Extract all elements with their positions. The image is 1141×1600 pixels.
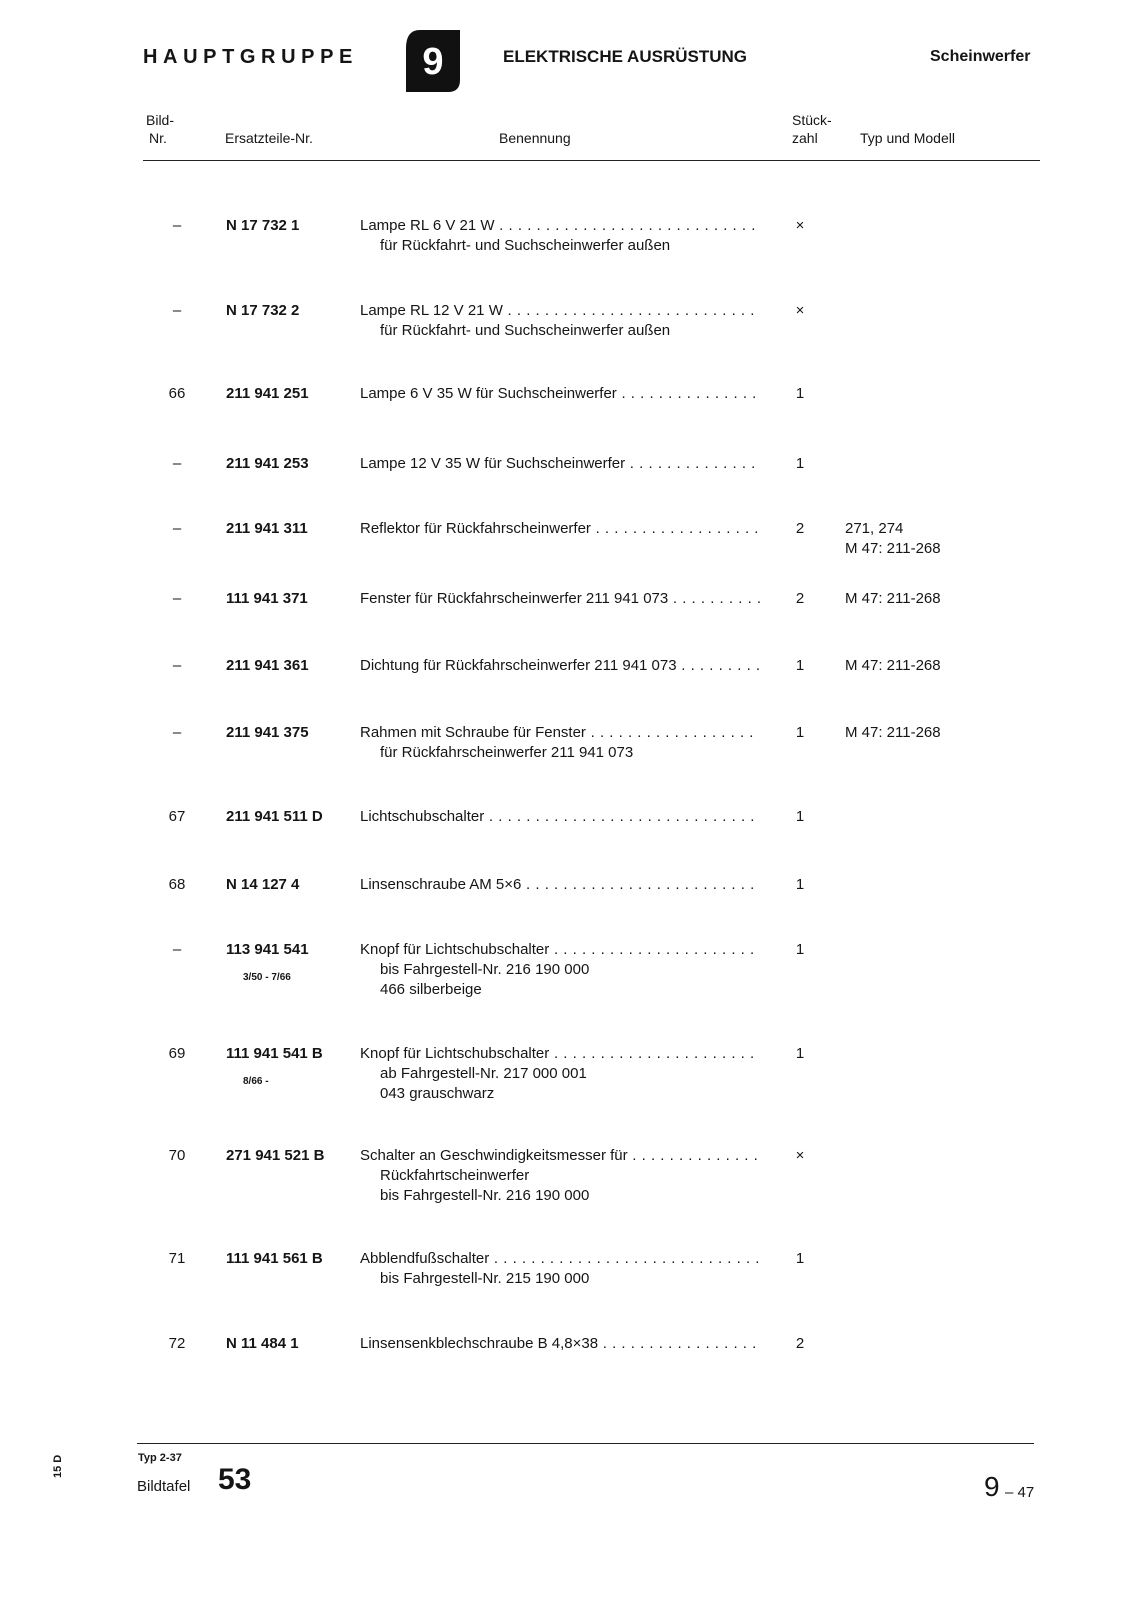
row-bild-nr: –	[172, 941, 182, 958]
row-quantity: 2	[795, 520, 805, 537]
row-description-line: Rückfahrtscheinwerfer	[380, 1167, 530, 1184]
row-description-line: 466 silberbeige	[380, 981, 482, 998]
col-ersatzteile-nr: Ersatzteile-Nr.	[225, 130, 313, 146]
col-bild-nr-line2: Nr.	[149, 130, 167, 146]
row-description-line: für Rückfahrt- und Suchscheinwerfer außen	[380, 322, 671, 339]
row-description: Schalter an Geschwindigkeitsmesser für . . .	[360, 1147, 760, 1164]
group-label: HAUPTGRUPPE	[143, 46, 358, 68]
row-typ-modell: M 47: 211-268	[845, 657, 941, 674]
group-number: 9	[422, 41, 444, 83]
row-quantity: ×	[795, 302, 805, 319]
row-part-number: 211 941 511 D	[226, 808, 323, 825]
row-bild-nr: 71	[168, 1250, 186, 1267]
row-description-line: für Rückfahrscheinwerfer 211 941 073	[380, 744, 634, 761]
row-bild-nr: –	[172, 455, 182, 472]
row-part-number: N 17 732 2	[226, 302, 300, 319]
row-part-number: N 17 732 1	[226, 217, 300, 234]
row-part-number: 111 941 561 B	[226, 1250, 323, 1267]
row-bild-nr: 72	[168, 1335, 186, 1352]
row-typ-modell: M 47: 211-268	[845, 724, 941, 741]
row-part-number: N 11 484 1	[226, 1335, 299, 1352]
col-stueckzahl-line1: Stück-	[792, 112, 832, 128]
row-description-line: bis Fahrgestell-Nr. 216 190 000	[380, 1187, 590, 1204]
row-typ-modell: M 47: 211-268	[845, 590, 941, 607]
footer-bildtafel-number: 53	[218, 1463, 252, 1496]
row-part-number: 211 941 251	[226, 385, 309, 402]
footer-bildtafel-label: Bildtafel	[137, 1478, 191, 1495]
row-typ-modell: M 47: 211-268	[845, 540, 941, 557]
row-bild-nr: 70	[168, 1147, 186, 1164]
row-description: Lampe 12 V 35 W für Suchscheinwerfer . . .	[360, 455, 760, 472]
row-bild-nr: –	[172, 657, 182, 674]
group-title: ELEKTRISCHE AUSRÜSTUNG	[503, 47, 747, 66]
col-benennung: Benennung	[499, 130, 571, 146]
group-number-badge	[402, 28, 462, 94]
row-description: Linsenschraube AM 5×6 . . .	[360, 876, 760, 893]
section-title: Scheinwerfer	[930, 48, 1031, 65]
row-description-line: bis Fahrgestell-Nr. 215 190 000	[380, 1270, 590, 1287]
row-quantity: 1	[795, 455, 805, 472]
row-description: Abblendfußschalter . . .	[360, 1250, 760, 1267]
footer-typ: Typ 2-37	[138, 1452, 182, 1464]
row-quantity: 1	[795, 1250, 805, 1267]
row-description: Lampe RL 12 V 21 W . . .	[360, 302, 760, 319]
row-description: Lampe 6 V 35 W für Suchscheinwerfer . . .	[360, 385, 760, 402]
row-quantity: ×	[795, 1147, 805, 1164]
col-typ-und-modell: Typ und Modell	[860, 130, 955, 146]
row-quantity: 1	[795, 385, 805, 402]
row-quantity: ×	[795, 217, 805, 234]
header-rule	[143, 160, 1040, 161]
row-quantity: 2	[795, 1335, 805, 1352]
row-description-line: 043 grauschwarz	[380, 1085, 495, 1102]
row-description: Rahmen mit Schraube für Fenster . . .	[360, 724, 760, 741]
footer-page-number: 9	[984, 1471, 1000, 1502]
row-quantity: 1	[795, 808, 805, 825]
row-part-number: 111 941 371	[226, 590, 308, 607]
footer-side-code: 15 D	[52, 1454, 64, 1478]
row-quantity: 1	[795, 941, 805, 958]
row-part-number: 271 941 521 B	[226, 1147, 325, 1164]
row-quantity: 2	[795, 590, 805, 607]
row-description: Knopf für Lichtschubschalter . . .	[360, 1045, 760, 1062]
row-bild-nr: –	[172, 217, 182, 234]
col-stueckzahl-line2: zahl	[792, 130, 818, 146]
col-bild-nr-line1: Bild-	[146, 112, 175, 128]
row-bild-nr: –	[172, 590, 182, 607]
row-part-number: 211 941 311	[226, 520, 308, 537]
row-quantity: 1	[795, 1045, 805, 1062]
row-description: Linsensenkblechschraube B 4,8×38 . . .	[360, 1335, 760, 1352]
row-part-number: 211 941 361	[226, 657, 309, 674]
row-description: Fenster für Rückfahrscheinwerfer 211 941 073 . . .	[360, 590, 760, 607]
row-description: Knopf für Lichtschubschalter . . .	[360, 941, 760, 958]
row-part-number: 211 941 375	[226, 724, 309, 741]
row-bild-nr: 69	[168, 1045, 186, 1062]
row-description-line: ab Fahrgestell-Nr. 217 000 001	[380, 1065, 587, 1082]
row-quantity: 1	[795, 724, 805, 741]
row-description: Dichtung für Rückfahrscheinwerfer 211 941 073 . . .	[360, 657, 760, 674]
row-typ-modell: 271, 274	[845, 520, 904, 537]
row-part-number: 211 941 253	[226, 455, 309, 472]
row-bild-nr: –	[172, 724, 182, 741]
row-bild-nr: –	[172, 302, 182, 319]
row-quantity: 1	[795, 657, 805, 674]
row-bild-nr: –	[172, 520, 182, 537]
row-quantity: 1	[795, 876, 805, 893]
row-description: Reflektor für Rückfahrscheinwerfer . . .	[360, 520, 760, 537]
row-bild-nr: 67	[168, 808, 186, 825]
row-description-line: bis Fahrgestell-Nr. 216 190 000	[380, 961, 590, 978]
row-bild-nr: 66	[168, 385, 186, 402]
row-description: Lichtschubschalter . . .	[360, 808, 760, 825]
row-part-number: 111 941 541 B	[226, 1045, 323, 1062]
footer-page-sub: – 47	[1005, 1484, 1035, 1501]
row-date-range: 8/66 -	[243, 1076, 269, 1087]
footer-rule	[137, 1443, 1034, 1444]
row-part-number: 113 941 541	[226, 941, 309, 958]
row-description: Lampe RL 6 V 21 W . . .	[360, 217, 760, 234]
row-part-number: N 14 127 4	[226, 876, 300, 893]
row-description-line: für Rückfahrt- und Suchscheinwerfer außen	[380, 237, 671, 254]
row-date-range: 3/50 - 7/66	[243, 972, 291, 983]
row-bild-nr: 68	[168, 876, 186, 893]
